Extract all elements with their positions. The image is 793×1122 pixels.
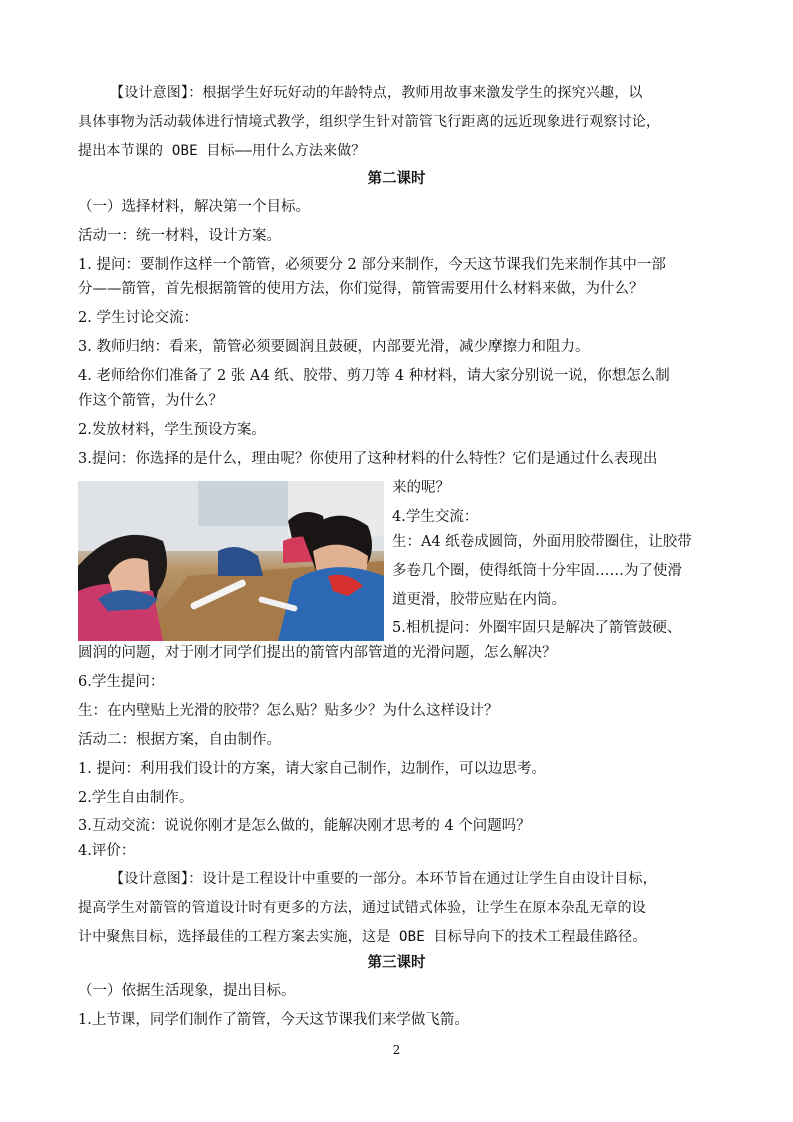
body-line: 活动二：根据方案，自由制作。 [78, 732, 281, 748]
design-line-2: 提高学生对箭管的管道设计时有更多的方法，通过试错式体验，让学生在原本杂乱无章的设 [78, 900, 646, 916]
lesson2-title: 第二课时 [367, 171, 426, 187]
body-line: 1. 提问：利用我们设计的方案，请大家自己制作，边制作，可以边思考。 [78, 761, 546, 777]
body-line: 6.学生提问： [78, 674, 165, 690]
beside-photo-line: 4.学生交流： [392, 509, 479, 525]
page-number: 2 [392, 1043, 401, 1057]
body-line: 圆润的问题，对于刚才同学们提出的箭管内部管道的光滑问题，怎么解决？ [78, 645, 557, 661]
beside-photo-line: 5.相机提问：外圈牢固只是解决了箭管鼓硬、 [392, 620, 682, 636]
body-line: 分——箭管，首先根据箭管的使用方法，你们觉得，箭管需要用什么材料来做，为什么？ [78, 281, 644, 297]
body-line: 4.评价： [78, 843, 136, 859]
body-line: 3.提问：你选择的是什么，理由呢？你使用了这种材料的什么特性？它们是通过什么表现出 [78, 451, 658, 467]
body-line: 生：在内壁贴上光滑的胶带？怎么贴？贴多少？为什么这样设计？ [78, 703, 499, 719]
body-line: 1.上节课，同学们制作了箭管，今天这节课我们来学做飞箭。 [78, 1012, 469, 1028]
beside-photo-line: 生：A4 纸卷成圆筒，外面用胶带圈住，让胶带 [392, 534, 692, 550]
body-line: 4. 老师给你们准备了 2 张 A4 纸、胶带、剪刀等 4 种材料，请大家分别说一说，你想怎么制 [78, 368, 670, 384]
design-line-1: 【设计意图】：设计是工程设计中重要的一部分。本环节旨在通过让学生自由设计目标， [110, 871, 657, 887]
design-line-3: 计中聚焦目标，选择最佳的工程方案去实施，这是 OBE 目标导向下的技术工程最佳路径。 [78, 929, 647, 945]
beside-photo-line: 多卷几个圈，使得纸筒十分牢固……为了使滑 [392, 563, 682, 579]
body-line: 2.发放材料，学生预设方案。 [78, 422, 266, 438]
body-line: 1. 提问：要制作这样一个箭管，必须要分 2 部分来制作，今天这节课我们先来制作其中一部 [78, 257, 666, 273]
intro-line-2: 具体事物为活动载体进行情境式教学，组织学生针对箭管飞行距离的远近现象进行观察讨论， [78, 114, 661, 130]
body-line: 2. 学生讨论交流： [78, 310, 198, 326]
beside-photo-line: 来的呢？ [392, 480, 450, 496]
lesson3-title: 第三课时 [367, 955, 426, 971]
body-line: 2.学生自由制作。 [78, 790, 194, 806]
classroom-photo [78, 481, 384, 641]
intro-line-3: 提出本节课的 OBE 目标——用什么方法来做？ [78, 143, 366, 159]
students-making-tubes-image [78, 481, 384, 641]
intro-line-1: 【设计意图】：根据学生好玩好动的年龄特点，教师用故事来激发学生的探究兴趣，以 [110, 85, 643, 101]
body-line: 3. 教师归纳：看来，箭管必须要圆润且鼓硬，内部要光滑，减少摩擦力和阻力。 [78, 339, 590, 355]
beside-photo-line: 道更滑，胶带应贴在内筒。 [392, 592, 566, 608]
body-line: 3.互动交流：说说你刚才是怎么做的，能解决刚才思考的 4 个问题吗？ [78, 818, 531, 834]
body-line: （一）依据生活现象，提出目标。 [78, 983, 296, 999]
body-line: （一）选择材料，解决第一个目标。 [78, 199, 310, 215]
body-line: 作这个箭管，为什么？ [78, 393, 223, 409]
body-line: 活动一：统一材料，设计方案。 [78, 228, 281, 244]
